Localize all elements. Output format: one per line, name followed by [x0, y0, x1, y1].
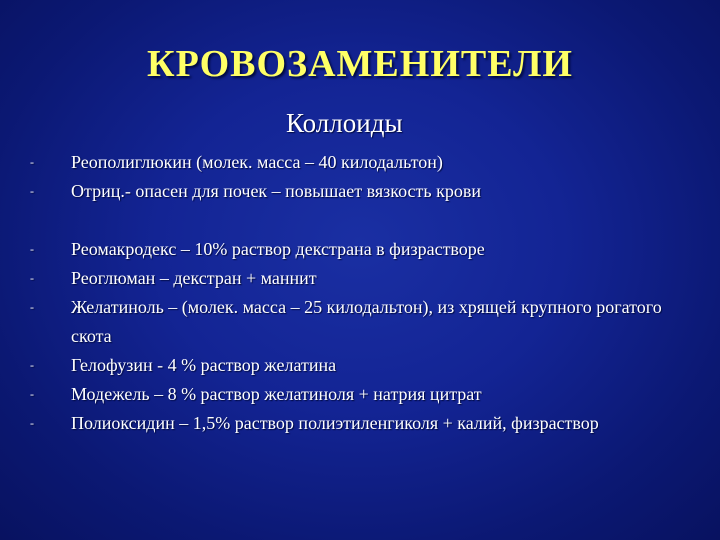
bullet-item	[30, 148, 690, 177]
bullet-text: Реомакродекс – 10% раствор декстрана в физрастворе	[71, 239, 485, 259]
bullet-text: Реополиглюкин (молек. масса – 40 килодальтон)	[71, 152, 443, 172]
bullet-marker: -	[30, 387, 34, 401]
slide-title: КРОВОЗАМЕНИТЕЛИ	[147, 43, 573, 85]
bullet-marker: -	[30, 242, 34, 256]
bullet-marker: -	[30, 155, 34, 169]
bullet-item	[30, 351, 690, 380]
bullet-text: Отриц.- опасен для почек – повышает вязкость крови	[71, 181, 481, 201]
bullet-text: Реоглюман – декстран + маннит	[71, 268, 317, 288]
bullet-text: Модежель – 8 % раствор желатиноля + натрия цитрат	[71, 384, 482, 404]
bullet-list	[30, 148, 690, 438]
slide-subtitle: Коллоиды	[286, 108, 403, 138]
bullet-marker: -	[30, 358, 34, 372]
bullet-text: Желатиноль – (молек. масса – 25 килодальтон), из хрящей крупного рогатого скота	[71, 297, 662, 346]
bullet-item	[30, 409, 690, 438]
bullet-item	[30, 293, 690, 351]
bullet-text: Полиоксидин – 1,5% раствор полиэтиленгиколя + калий, физраствор	[71, 413, 599, 433]
bullet-item	[30, 380, 690, 409]
bullet-spacer	[30, 206, 690, 235]
bullet-marker: -	[30, 184, 34, 198]
bullet-marker: -	[30, 271, 34, 285]
bullet-marker: -	[30, 416, 34, 430]
bullet-item	[30, 177, 690, 206]
bullet-text: Гелофузин - 4 % раствор желатина	[71, 355, 337, 375]
bullet-item	[30, 235, 690, 264]
bullet-marker: -	[30, 300, 34, 314]
bullet-item	[30, 264, 690, 293]
